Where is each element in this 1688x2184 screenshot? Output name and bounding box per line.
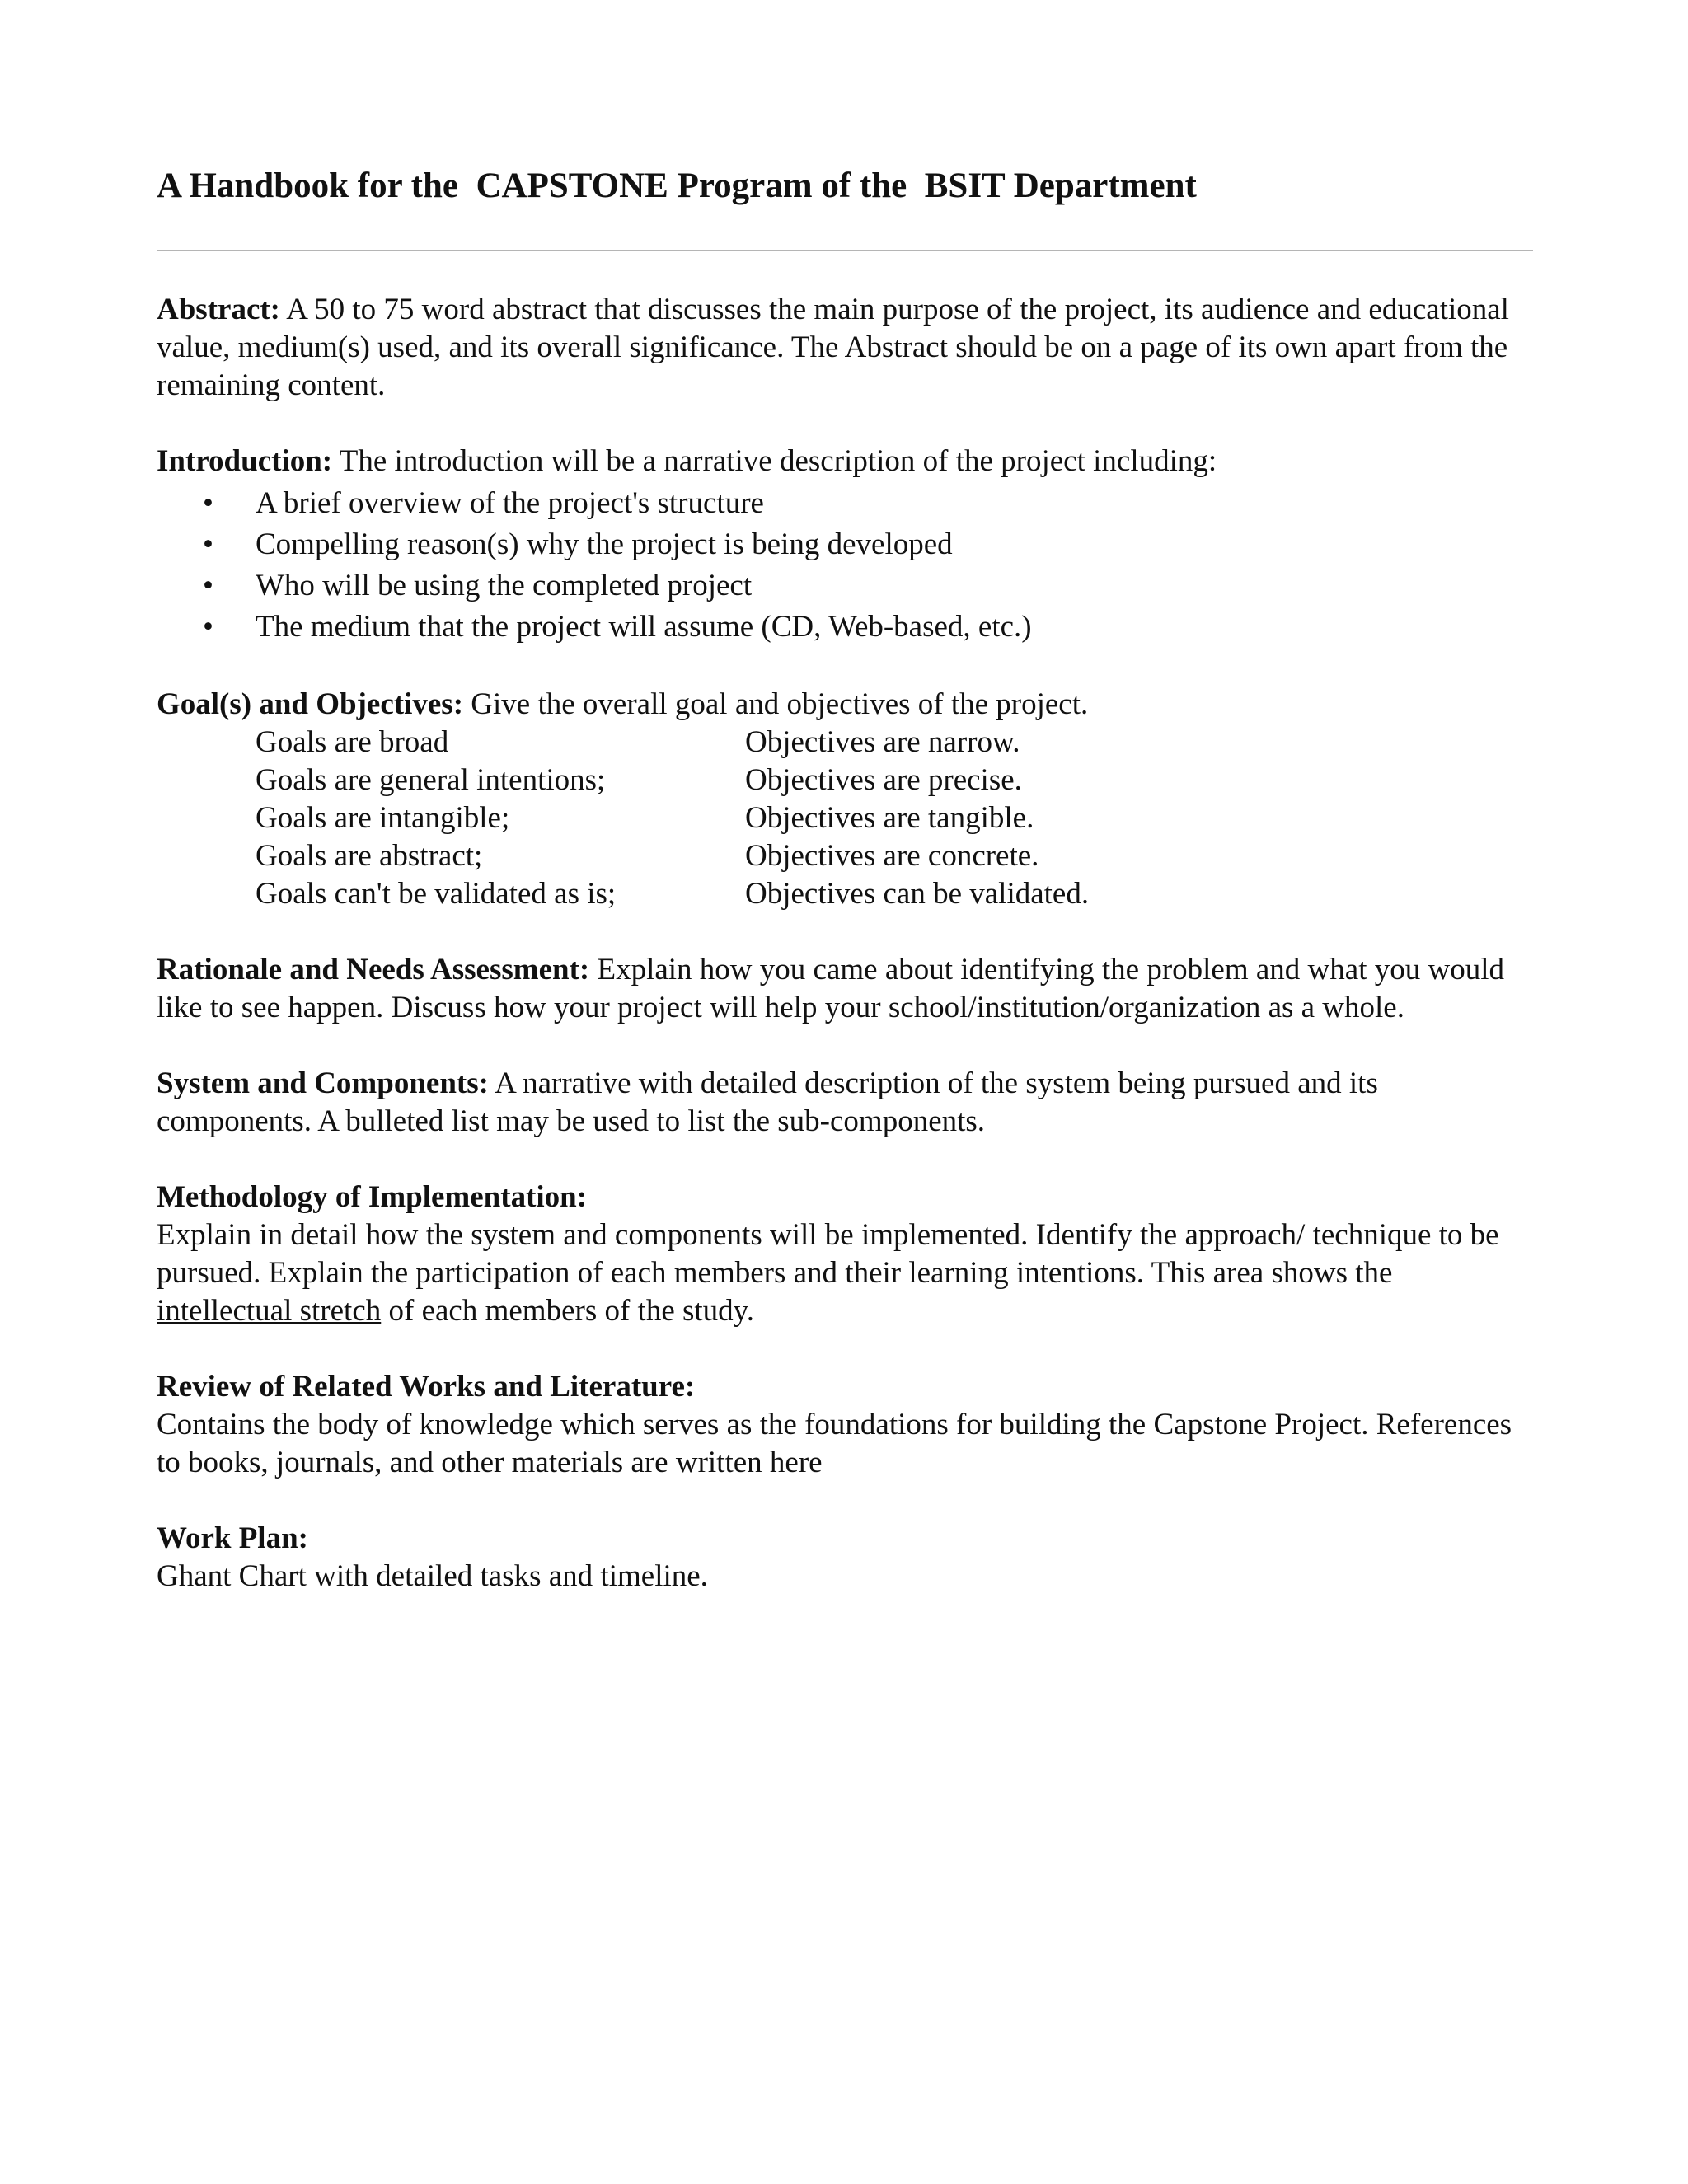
goals-section [157, 686, 1533, 913]
methodology-section [157, 1179, 1533, 1330]
introduction-paragraph [157, 443, 1533, 480]
goal-cell: Goals are abstract; [256, 839, 483, 873]
objective-cell: Objectives are tangible. [745, 801, 1034, 835]
introduction-bullet-list [157, 483, 1533, 648]
bullet-icon: • [203, 569, 213, 602]
list-item [157, 565, 1533, 607]
document-title: A Handbook for the CAPSTONE Program of the BSIT Department [157, 166, 1197, 205]
objective-cell: Objectives are concrete. [745, 839, 1039, 873]
title-divider [157, 250, 1533, 251]
list-item [157, 524, 1533, 565]
intellectual-stretch-text: intellectual stretch [157, 1294, 382, 1328]
list-item [157, 483, 1533, 524]
methodology-paragraph [157, 1216, 1533, 1330]
goals-objectives-table [256, 724, 1533, 913]
bullet-icon: • [203, 610, 213, 644]
work-plan-label: Work Plan: [157, 1521, 308, 1555]
rationale-section [157, 951, 1533, 1027]
goals-paragraph [157, 686, 1533, 724]
document-page [157, 163, 1533, 1596]
introduction-label: Introduction: [157, 444, 333, 478]
objective-cell: Objectives are narrow. [745, 725, 1020, 759]
goal-cell: Goals are broad [256, 725, 449, 759]
abstract-text: A 50 to 75 word abstract that discusses the main purpose of the project, its audience and educational value, medium(s) used, and its overall significance. The Abstract should be on a page of its own apart from the remaining content. [157, 293, 1509, 402]
objective-cell: Objectives are precise. [745, 763, 1022, 797]
rationale-text: Explain how you came about identifying the problem and what you would like to see happen. Discuss how your project will help your school/institution/organization as a whole. [157, 953, 1504, 1024]
goal-cell: Goals are intangible; [256, 801, 510, 835]
rationale-label: Rationale and Needs Assessment: [157, 953, 590, 987]
review-section [157, 1368, 1533, 1482]
bullet-text: A brief overview of the project's structure [256, 486, 764, 520]
abstract-section [157, 291, 1533, 405]
work-plan-section [157, 1520, 1533, 1596]
goal-cell: Goals are general intentions; [256, 763, 606, 797]
objective-cell: Objectives can be validated. [745, 877, 1090, 911]
work-plan-text: Ghant Chart with detailed tasks and timeline. [157, 1559, 708, 1593]
introduction-text: The introduction will be a narrative description of the project including: [332, 444, 1217, 478]
system-section [157, 1065, 1533, 1141]
methodology-text: Explain in detail how the system and components will be implemented. Identify the approach/ technique to be pursued. Explain the participation of each members and their learning intentions. This area shows the [157, 1218, 1499, 1290]
methodology-label: Methodology of Implementation: [157, 1180, 588, 1214]
goals-text: Give the overall goal and objectives of the project. [463, 687, 1089, 721]
review-text: Contains the body of knowledge which serves as the foundations for building the Capstone Project. References to books, journals, and other materials are written here [157, 1408, 1512, 1479]
bullet-text: The medium that the project will assume (CD, Web-based, etc.) [256, 610, 1032, 644]
introduction-section [157, 443, 1533, 648]
system-text: A narrative with detailed description of the system being pursued and its components. A bulleted list may be used to list the sub-components. [157, 1066, 1378, 1138]
review-label: Review of Related Works and Literature: [157, 1370, 696, 1404]
methodology-text-end: of each members of the study. [381, 1294, 755, 1328]
bullet-icon: • [203, 527, 213, 561]
system-label: System and Components: [157, 1066, 489, 1100]
abstract-paragraph [157, 291, 1533, 405]
bullet-text: Compelling reason(s) why the project is being developed [256, 527, 953, 561]
abstract-label: Abstract: [157, 293, 281, 326]
bullet-text: Who will be using the completed project [256, 569, 753, 602]
bullet-icon: • [203, 486, 213, 520]
list-item [157, 607, 1533, 648]
goals-label: Goal(s) and Objectives: [157, 687, 464, 721]
system-paragraph [157, 1065, 1533, 1141]
goal-cell: Goals can't be validated as is; [256, 877, 617, 911]
rationale-paragraph [157, 951, 1533, 1027]
